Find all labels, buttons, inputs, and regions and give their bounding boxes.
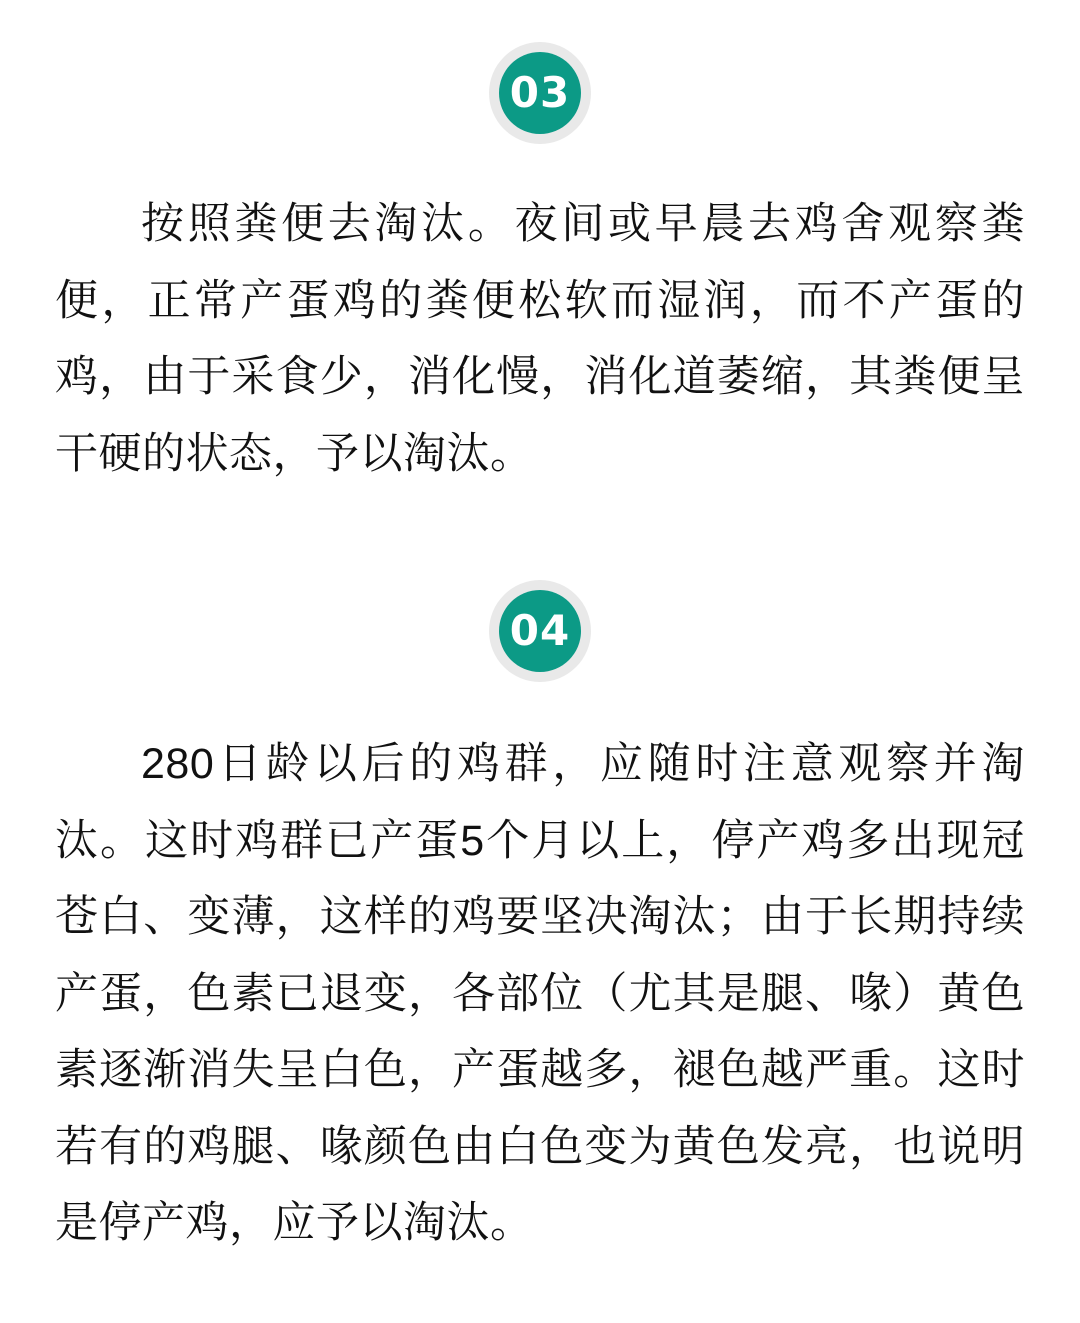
section-paragraph-04: 280日龄以后的鸡群，应随时注意观察并淘汰。这时鸡群已产蛋5个月以上，停产鸡多出现冠苍白、变薄，这样的鸡要坚决淘汰；由于长期持续产蛋，色素已退变，各部位（尤其是腿、喙）黄色素逐渐消失呈白色，产蛋越多，褪色越严重。这时若有的鸡腿、喙颜色由白色变为黄色发亮，也说明是停产鸡，应予以淘汰。 (55, 740, 1025, 1248)
step-badge-number-03: 03 (509, 68, 571, 117)
section-04 (55, 492, 1025, 1262)
step-badge-inner-03 (499, 52, 581, 134)
section-paragraph-03: 按照粪便去淘汰。夜间或早晨去鸡舍观察粪便，正常产蛋鸡的粪便松软而湿润，而不产蛋的鸡，由于采食少，消化慢，消化道萎缩，其粪便呈干硬的状态，予以淘汰。 (55, 200, 1025, 478)
section-badge-row-03 (55, 0, 1025, 144)
section-03 (55, 0, 1025, 492)
step-badge-inner-04 (499, 590, 581, 672)
step-badge-number-04: 04 (509, 606, 571, 656)
section-badge-row-04 (55, 492, 1025, 682)
step-badge-03 (489, 42, 591, 144)
step-badge-04 (489, 580, 591, 682)
